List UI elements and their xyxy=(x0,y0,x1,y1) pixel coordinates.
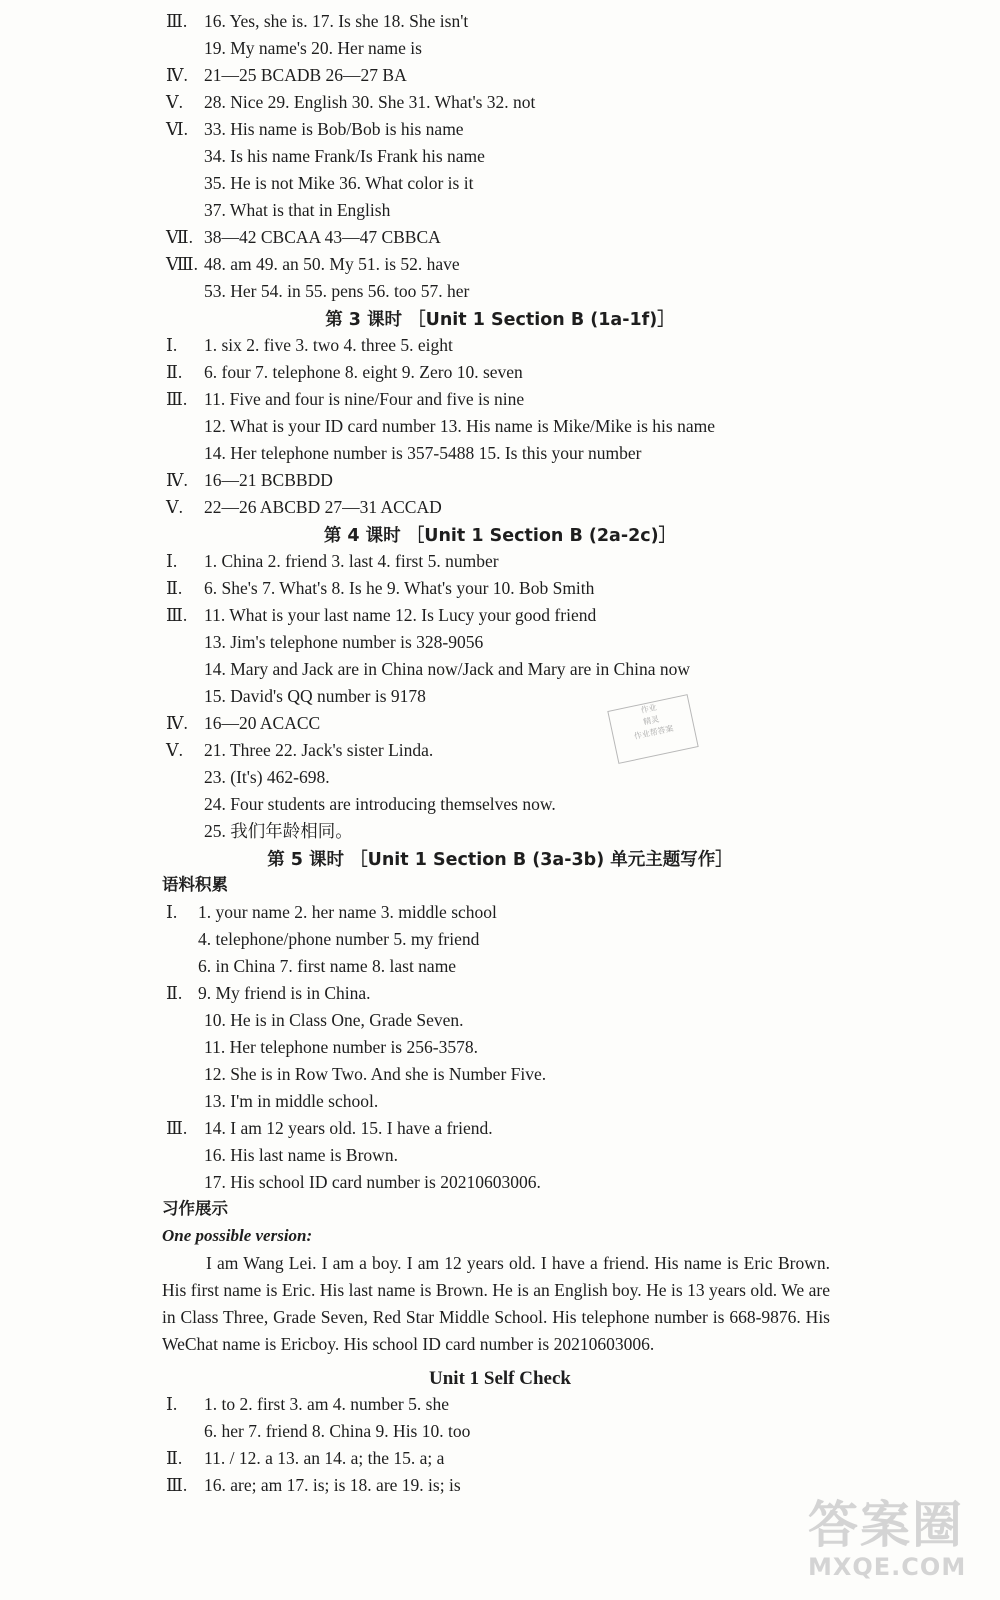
answer-text: 9. My friend is in China. xyxy=(198,983,371,1003)
answer-line xyxy=(0,1142,1000,1169)
answer-line xyxy=(0,386,1000,413)
answer-text: 24. Four students are introducing themselves now. xyxy=(204,794,556,814)
answer-text: 12. She is in Row Two. And she is Number Five. xyxy=(204,1064,547,1084)
section-numeral: Ⅱ. xyxy=(166,362,183,382)
lesson-heading: 第 5 课时 ［Unit 1 Section B (3a-3b) 单元主题写作］ xyxy=(267,850,733,870)
answer-line xyxy=(0,1061,1000,1088)
answer-line xyxy=(0,1115,1000,1142)
section-numeral: Ⅴ. xyxy=(166,92,184,112)
answer-line xyxy=(0,89,1000,116)
answer-line xyxy=(0,791,1000,818)
answer-text: 14. Her telephone number is 357-5488 15. Is this your number xyxy=(204,443,642,463)
answer-text: 6. her 7. friend 8. China 9. His 10. too xyxy=(204,1421,471,1441)
answer-line xyxy=(0,251,1000,278)
answer-line xyxy=(0,737,1000,764)
watermark-domain: MXQE.COM xyxy=(808,1553,967,1581)
model-essay xyxy=(162,1250,830,1358)
section-numeral: Ⅲ. xyxy=(166,605,188,625)
answer-line xyxy=(0,116,1000,143)
section-subtitle: 语料积累 xyxy=(162,875,228,894)
answer-line xyxy=(0,1472,1000,1499)
answer-line xyxy=(0,1007,1000,1034)
answer-line xyxy=(0,953,1000,980)
answer-line xyxy=(0,413,1000,440)
answer-text: 11. Her telephone number is 256-3578. xyxy=(204,1037,478,1057)
watermark-chars: 答案圈 xyxy=(808,1496,964,1554)
section-numeral: Ⅱ. xyxy=(166,983,183,1003)
answer-line xyxy=(0,575,1000,602)
answer-text: 21. Three 22. Jack's sister Linda. xyxy=(204,740,434,760)
answer-text: 22—26 ABCBD 27—31 ACCAD xyxy=(204,497,442,517)
answer-text: 23. (It's) 462-698. xyxy=(204,767,330,787)
stamp-text-3: 作业帮答案 xyxy=(633,723,675,741)
essay-label: One possible version: xyxy=(162,1226,313,1245)
answer-text: 53. Her 54. in 55. pens 56. too 57. her xyxy=(204,281,470,301)
lesson-heading: 第 4 课时 ［Unit 1 Section B (2a-2c)］ xyxy=(323,526,677,546)
section-numeral: Ⅱ. xyxy=(166,1448,183,1468)
answer-text: 35. He is not Mike 36. What color is it xyxy=(204,173,474,193)
answer-line xyxy=(0,683,1000,710)
section-numeral: Ⅶ. xyxy=(166,227,193,247)
answer-text: 11. Five and four is nine/Four and five is nine xyxy=(204,389,525,409)
answer-line xyxy=(0,656,1000,683)
answer-text: 16. are; am 17. is; is 18. are 19. is; is xyxy=(204,1475,461,1495)
answer-text: 11. / 12. a 13. an 14. a; the 15. a; a xyxy=(204,1448,445,1468)
stamp-text-2: 精灵 xyxy=(642,714,660,727)
answer-text: 12. What is your ID card number 13. His name is Mike/Mike is his name xyxy=(204,416,715,436)
answer-text: 33. His name is Bob/Bob is his name xyxy=(204,119,464,139)
answer-text: 16. Yes, she is. 17. Is she 18. She isn't xyxy=(204,11,469,31)
section-numeral: Ⅰ. xyxy=(166,902,178,922)
section-numeral: Ⅲ. xyxy=(166,1118,188,1138)
essay-paragraph: I am Wang Lei. I am a boy. I am 12 years old. I have a friend. His name is Eric Brown. His first name is Eric. His last name is Brown. He is an English boy. He is 13 years old. We are in Class Three, Grade Seven, Red Star Middle School. His telephone number is 668-9876. His WeChat name is Ericboy. His school ID card number is 20210603006. xyxy=(162,1253,830,1354)
answer-line xyxy=(0,440,1000,467)
section-numeral: Ⅳ. xyxy=(166,470,188,490)
answer-line xyxy=(0,1418,1000,1445)
answer-text: 1. to 2. first 3. am 4. number 5. she xyxy=(204,1394,449,1414)
answer-line xyxy=(0,1445,1000,1472)
site-watermark xyxy=(808,1496,983,1584)
answer-text: 28. Nice 29. English 30. She 31. What's 32. not xyxy=(204,92,536,112)
answer-text: 21—25 BCADB 26—27 BA xyxy=(204,65,407,85)
answer-text: 1. China 2. friend 3. last 4. first 5. number xyxy=(204,551,499,571)
answer-text: 1. your name 2. her name 3. middle school xyxy=(198,902,497,922)
answer-line xyxy=(0,224,1000,251)
answer-line xyxy=(0,818,1000,845)
answer-line xyxy=(0,35,1000,62)
answer-line xyxy=(0,8,1000,35)
section-numeral: Ⅵ. xyxy=(166,119,188,139)
answer-text: 19. My name's 20. Her name is xyxy=(204,38,422,58)
answer-line xyxy=(0,170,1000,197)
section-numeral: Ⅳ. xyxy=(166,713,188,733)
section-numeral: Ⅰ. xyxy=(166,1394,178,1414)
answer-text: 17. His school ID card number is 20210603006. xyxy=(204,1172,541,1192)
answer-line xyxy=(0,1391,1000,1418)
self-check-heading: Unit 1 Self Check xyxy=(429,1368,571,1389)
answer-text: 10. He is in Class One, Grade Seven. xyxy=(204,1010,464,1030)
answer-text: 11. What is your last name 12. Is Lucy your good friend xyxy=(204,605,597,625)
answer-text: 25. 我们年龄相同。 xyxy=(204,821,353,841)
section-numeral: Ⅳ. xyxy=(166,65,188,85)
section-numeral: Ⅰ. xyxy=(166,551,178,571)
section-numeral: Ⅴ. xyxy=(166,740,184,760)
answer-text: 6. She's 7. What's 8. Is he 9. What's your 10. Bob Smith xyxy=(204,578,595,598)
section-numeral: Ⅲ. xyxy=(166,389,188,409)
answer-text: 34. Is his name Frank/Is Frank his name xyxy=(204,146,485,166)
answer-text: 16. His last name is Brown. xyxy=(204,1145,398,1165)
section-numeral: Ⅴ. xyxy=(166,497,184,517)
section-numeral: Ⅱ. xyxy=(166,578,183,598)
answer-line xyxy=(0,332,1000,359)
section-numeral: Ⅰ. xyxy=(166,335,178,355)
answer-line xyxy=(0,278,1000,305)
answer-line xyxy=(0,602,1000,629)
answer-text: 16—21 BCBBDD xyxy=(204,470,333,490)
answer-line xyxy=(0,629,1000,656)
answer-text: 48. am 49. an 50. My 51. is 52. have xyxy=(204,254,460,274)
section-subtitle: 习作展示 xyxy=(162,1199,228,1218)
answer-line xyxy=(0,62,1000,89)
stamp-text-1: 作业 xyxy=(639,702,658,716)
answer-text: 37. What is that in English xyxy=(204,200,391,220)
answer-line xyxy=(0,548,1000,575)
answer-line xyxy=(0,467,1000,494)
answer-text: 14. Mary and Jack are in China now/Jack and Mary are in China now xyxy=(204,659,690,679)
answer-line xyxy=(0,1088,1000,1115)
answer-line xyxy=(0,899,1000,926)
answer-line xyxy=(0,359,1000,386)
answer-text: 6. four 7. telephone 8. eight 9. Zero 10. seven xyxy=(204,362,523,382)
answer-text: 1. six 2. five 3. two 4. three 5. eight xyxy=(204,335,453,355)
answer-text: 13. I'm in middle school. xyxy=(204,1091,379,1111)
lesson-heading: 第 3 课时 ［Unit 1 Section B (1a-1f)］ xyxy=(325,310,675,330)
answer-text: 6. in China 7. first name 8. last name xyxy=(198,956,457,976)
answer-line xyxy=(0,764,1000,791)
section-numeral: Ⅷ. xyxy=(166,254,198,274)
answer-text: 16—20 ACACC xyxy=(204,713,321,733)
answer-text: 4. telephone/phone number 5. my friend xyxy=(198,929,480,949)
answer-text: 13. Jim's telephone number is 328-9056 xyxy=(204,632,484,652)
section-numeral: Ⅲ. xyxy=(166,1475,188,1495)
answer-line xyxy=(0,494,1000,521)
answer-text: 38—42 CBCAA 43—47 CBBCA xyxy=(204,227,441,247)
answer-line xyxy=(0,980,1000,1007)
answer-line xyxy=(0,197,1000,224)
section-numeral: Ⅲ. xyxy=(166,11,188,31)
answer-line xyxy=(0,1034,1000,1061)
answer-line xyxy=(0,710,1000,737)
answer-text: 14. I am 12 years old. 15. I have a friend. xyxy=(204,1118,493,1138)
answer-text: 15. David's QQ number is 9178 xyxy=(204,686,426,706)
answer-line xyxy=(0,1169,1000,1196)
answer-line xyxy=(0,926,1000,953)
answer-line xyxy=(0,143,1000,170)
